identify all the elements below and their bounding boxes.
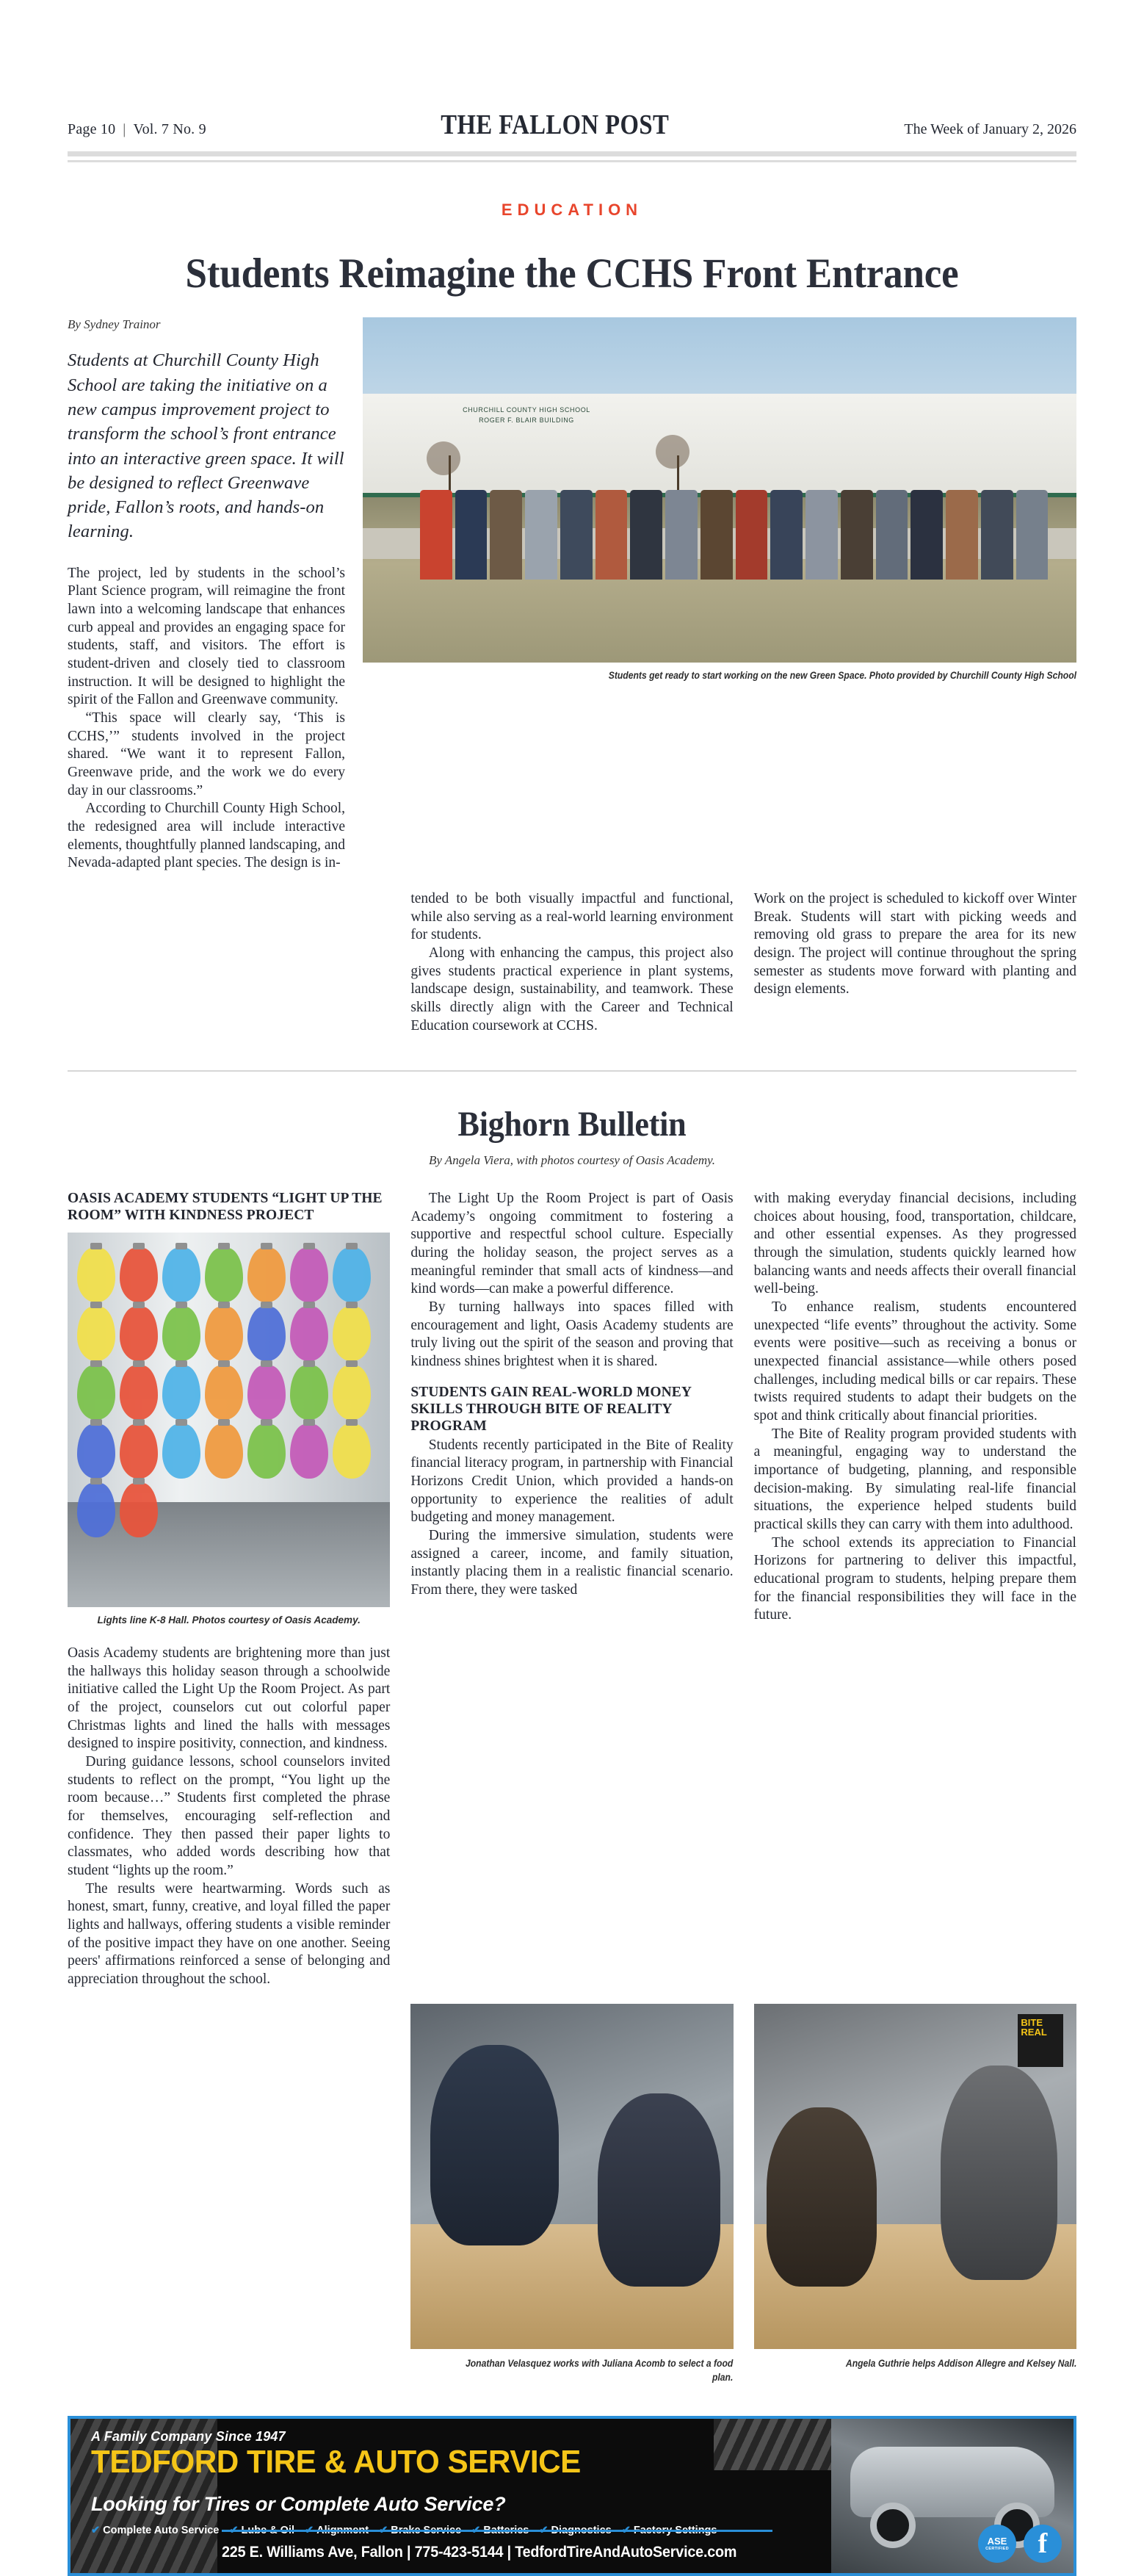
school-front-photo xyxy=(363,317,1076,663)
article1-photo-block xyxy=(363,317,1076,681)
paragraph: During guidance lessons, school counselors invited students to reflect on the prompt, “You light up the room because…” Students first completed the phrase for themselves, encouraging self-reflection and confidence. They then passed their paper lights to classmates, who added words describing how that student “lights up the room.” xyxy=(68,1754,391,1879)
paragraph: According to Churchill County High School, the redesigned area will include interactive elements, thoughtfully planned landscaping, and Nevada-adapted plant species. The design is in- xyxy=(68,801,345,871)
article-headline: Students Reimagine the CCHS Front Entrance xyxy=(185,250,959,297)
paragraph: The Bite of Reality program provided students with a meaningful, engaging way to understand the importance of budgeting, planning, and responsible decision-making. By simulating real-life financial situations, the experience helped students build practical skills they can carry with them into adulthood. xyxy=(753,1426,1076,1532)
volume-label: Vol. 7 No. 9 xyxy=(133,121,206,137)
section-kicker: EDUCATION xyxy=(501,201,643,219)
photo-building-signage xyxy=(463,405,590,425)
photo-person xyxy=(767,2107,876,2287)
paragraph: tended to be both visually impactful and functional, while also serving as a real-world learning environment for students. xyxy=(410,890,734,943)
bite-of-reality-photo-2 xyxy=(754,2004,1076,2349)
bighorn-bulletin-columns xyxy=(68,1190,1076,1988)
ase-label: ASE xyxy=(987,2535,1007,2547)
ad-badges xyxy=(978,2525,1062,2563)
bighorn-col2-body-b xyxy=(410,1437,733,1600)
ad-question-headline: Looking for Tires or Complete Auto Service? xyxy=(91,2493,506,2516)
article1-column-1 xyxy=(68,317,345,873)
bite-of-reality-banner: BITE REAL xyxy=(1018,2014,1063,2067)
photo-student-group xyxy=(420,490,1048,580)
hallway-lights-photo xyxy=(68,1233,390,1607)
bighorn-bulletin-title: Bighorn Bulletin xyxy=(457,1105,687,1144)
article1-column-2 xyxy=(410,890,733,1035)
lights-photo-caption: Lights line K-8 Hall. Photos courtesy of Oasis Academy. xyxy=(97,1614,361,1626)
paragraph: “This space will clearly say, ‘This is CCHS,’” students involved in the project shared. “We want it to represent Fallon, Greenwave pride, and the work we do every day in our classrooms.” xyxy=(68,710,345,798)
photo-block-velasquez xyxy=(410,2004,733,2385)
article1-lead-paragraph: Students at Churchill County High School are taking the initiative on a new campus improvement project to transform the school’s front entrance into an interactive green space. It will be designed to reflect Greenwave pride, Fallon’s roots, and hands-on learning. xyxy=(68,350,344,542)
masthead-separator: | xyxy=(123,121,126,137)
page-number-label: Page 10 xyxy=(68,121,116,137)
photo-building-name: ROGER F. BLAIR BUILDING xyxy=(479,416,574,424)
article1-col1-body xyxy=(68,565,345,873)
article1-column-3 xyxy=(754,890,1076,1035)
paragraph: During the immersive simulation, students were assigned a career, income, and family situation, instantly placing them in a realistic financial scenario. From there, they were tasked xyxy=(410,1528,734,1598)
photo-caption-guthrie: Angela Guthrie helps Addison Allegre and Kelsey Nall. xyxy=(845,2357,1076,2369)
photo-person xyxy=(941,2066,1057,2279)
masthead xyxy=(0,0,1144,141)
issue-date: The Week of January 2, 2026 xyxy=(904,121,1076,137)
ase-sublabel: CERTIFIED xyxy=(985,2546,1009,2551)
bighorn-column-1 xyxy=(68,1190,390,1988)
subhead-bite-of-reality: STUDENTS GAIN REAL-WORLD MONEY SKILLS THROUGH BITE OF REALITY PROGRAM xyxy=(410,1384,692,1434)
masthead-left xyxy=(68,121,206,138)
bighorn-col1-body xyxy=(68,1645,390,1988)
photo-person xyxy=(430,2045,560,2245)
photo-caption-velasquez: Jonathan Velasquez works with Juliana Acomb to select a food plan. xyxy=(466,2357,734,2384)
bighorn-bottom-photos xyxy=(68,2004,1076,2385)
ad-business-name: TEDFORD TIRE & AUTO SERVICE xyxy=(91,2443,581,2480)
publication-title: THE FALLON POST xyxy=(441,109,670,140)
bighorn-col2-body-a xyxy=(410,1190,733,1371)
photo-block-guthrie xyxy=(754,2004,1076,2385)
ad-feature-label: Complete Auto Service xyxy=(103,2525,220,2537)
paragraph: The project, led by students in the school’s Plant Science program, will reimagine the front lawn into a welcoming landscape that enhances curb appeal and provides an engaging space for students, staff, and visitors. The effort is student-driven and closely tied to classroom instruction. It will be designed to highlight the spirit of the Fallon and Greenwave community. xyxy=(68,565,345,708)
photo-hallway-floor xyxy=(68,1502,390,1607)
paragraph: Students recently participated in the Bite of Reality financial literacy program, in partnership with Financial Horizons Credit Union, which provided a hands-on opportunity to experience the realities of adult budgeting and money management. xyxy=(410,1437,734,1526)
section-divider xyxy=(68,1070,1076,1072)
bighorn-column-2 xyxy=(410,1190,733,1988)
ad-tagline-since: A Family Company Since 1947 xyxy=(91,2428,286,2444)
bighorn-column-3 xyxy=(754,1190,1076,1988)
paragraph: The results were heartwarming. Words such as honest, smart, funny, creative, and loyal filled the paper lights and hallways, offering students a visible reminder of the positive impact they have on one another. Seeing peers' affirmations reinforced a sense of belonging and appreciation throughout the school. xyxy=(68,1880,391,1987)
paragraph: Along with enhancing the campus, this project also gives students practical experience in plant systems, landscape design, sustainability, and teamwork. These skills directly align with the Career and Technical Education coursework at CCHS. xyxy=(410,945,734,1033)
photo-school-name: CHURCHILL COUNTY HIGH SCHOOL xyxy=(463,406,590,414)
advertisement-tedford-tire[interactable] xyxy=(68,2416,1076,2576)
masthead-rule-thick xyxy=(68,151,1076,156)
article1-byline: By Sydney Trainor xyxy=(68,317,161,332)
paragraph: The Light Up the Room Project is part of Oasis Academy’s ongoing commitment to fostering a supportive and respectful school culture. Especially during the holiday season, the project serves as a meaningful reminder that small acts of kindness—and kind words—can make a powerful difference. xyxy=(410,1191,734,1297)
paragraph: To enhance realism, students encountered unexpected “life events” throughout the activity. Some events were positive—such as receiving a bonus or unexpected financial assistance—while others posed challenges, including medical bills or car repairs. These twists required students to adapt their budgets on the spot and think critically about financial priorities. xyxy=(753,1299,1076,1424)
photo-person xyxy=(598,2093,720,2287)
ase-certified-icon xyxy=(978,2525,1016,2563)
paragraph: By turning hallways into spaces filled with encouragement and light, Oasis Academy students are truly living out the spirit of the season and proving that kindness shines brightest when it is shared. xyxy=(410,1299,734,1370)
article1-photo-caption: Students get ready to start working on the new Green Space. Photo provided by Churchill County High School xyxy=(608,670,1076,682)
paragraph: The school extends its appreciation to Financial Horizons for partnering to deliver this impactful, educational program to students, helping prepare them for the financial responsibilities they will face in the future. xyxy=(753,1534,1076,1623)
bite-of-reality-photo-1 xyxy=(410,2004,733,2349)
bighorn-col3-body xyxy=(754,1190,1076,1625)
paragraph: Work on the project is scheduled to kickoff over Winter Break. Students will start with picking weeds and removing old grass to prepare the area for its new design. The project will continue throughout the spring semester as students move forward with planting and design elements. xyxy=(753,890,1076,997)
ad-divider-bar xyxy=(222,2530,772,2532)
photo-tree-canopy xyxy=(656,435,689,469)
ad-contact-line[interactable]: 225 E. Williams Ave, Fallon | 775-423-5144 | TedfordTireAndAutoService.com xyxy=(222,2543,737,2561)
facebook-icon[interactable]: f xyxy=(1024,2525,1062,2563)
paragraph: Oasis Academy students are brightening more than just the hallways this holiday season through a schoolwide initiative called the Light Up the Room Project. As part of the project, counselors cut out colorful paper Christmas lights and lined the halls with messages designed to inspire positivity, connection, and kindness. xyxy=(68,1645,391,1752)
subhead-light-up-the-room: OASIS ACADEMY STUDENTS “LIGHT UP THE ROOM” WITH KINDNESS PROJECT xyxy=(68,1191,383,1224)
check-icon: ✔ xyxy=(91,2525,101,2537)
paragraph: with making everyday financial decisions, including choices about housing, food, transportation, childcare, and other essential expenses. As they progressed through the simulation, students quickly learned how balancing wants and needs affects their overall financial well-being. xyxy=(753,1191,1076,1297)
ad-feature-item xyxy=(91,2525,219,2536)
masthead-rule-thin xyxy=(68,160,1076,162)
article-cchs-front-entrance xyxy=(68,317,1076,1035)
bighorn-bulletin-byline: By Angela Viera, with photos courtesy of Oasis Academy. xyxy=(428,1153,715,1168)
photo-paper-lights xyxy=(77,1248,380,1510)
